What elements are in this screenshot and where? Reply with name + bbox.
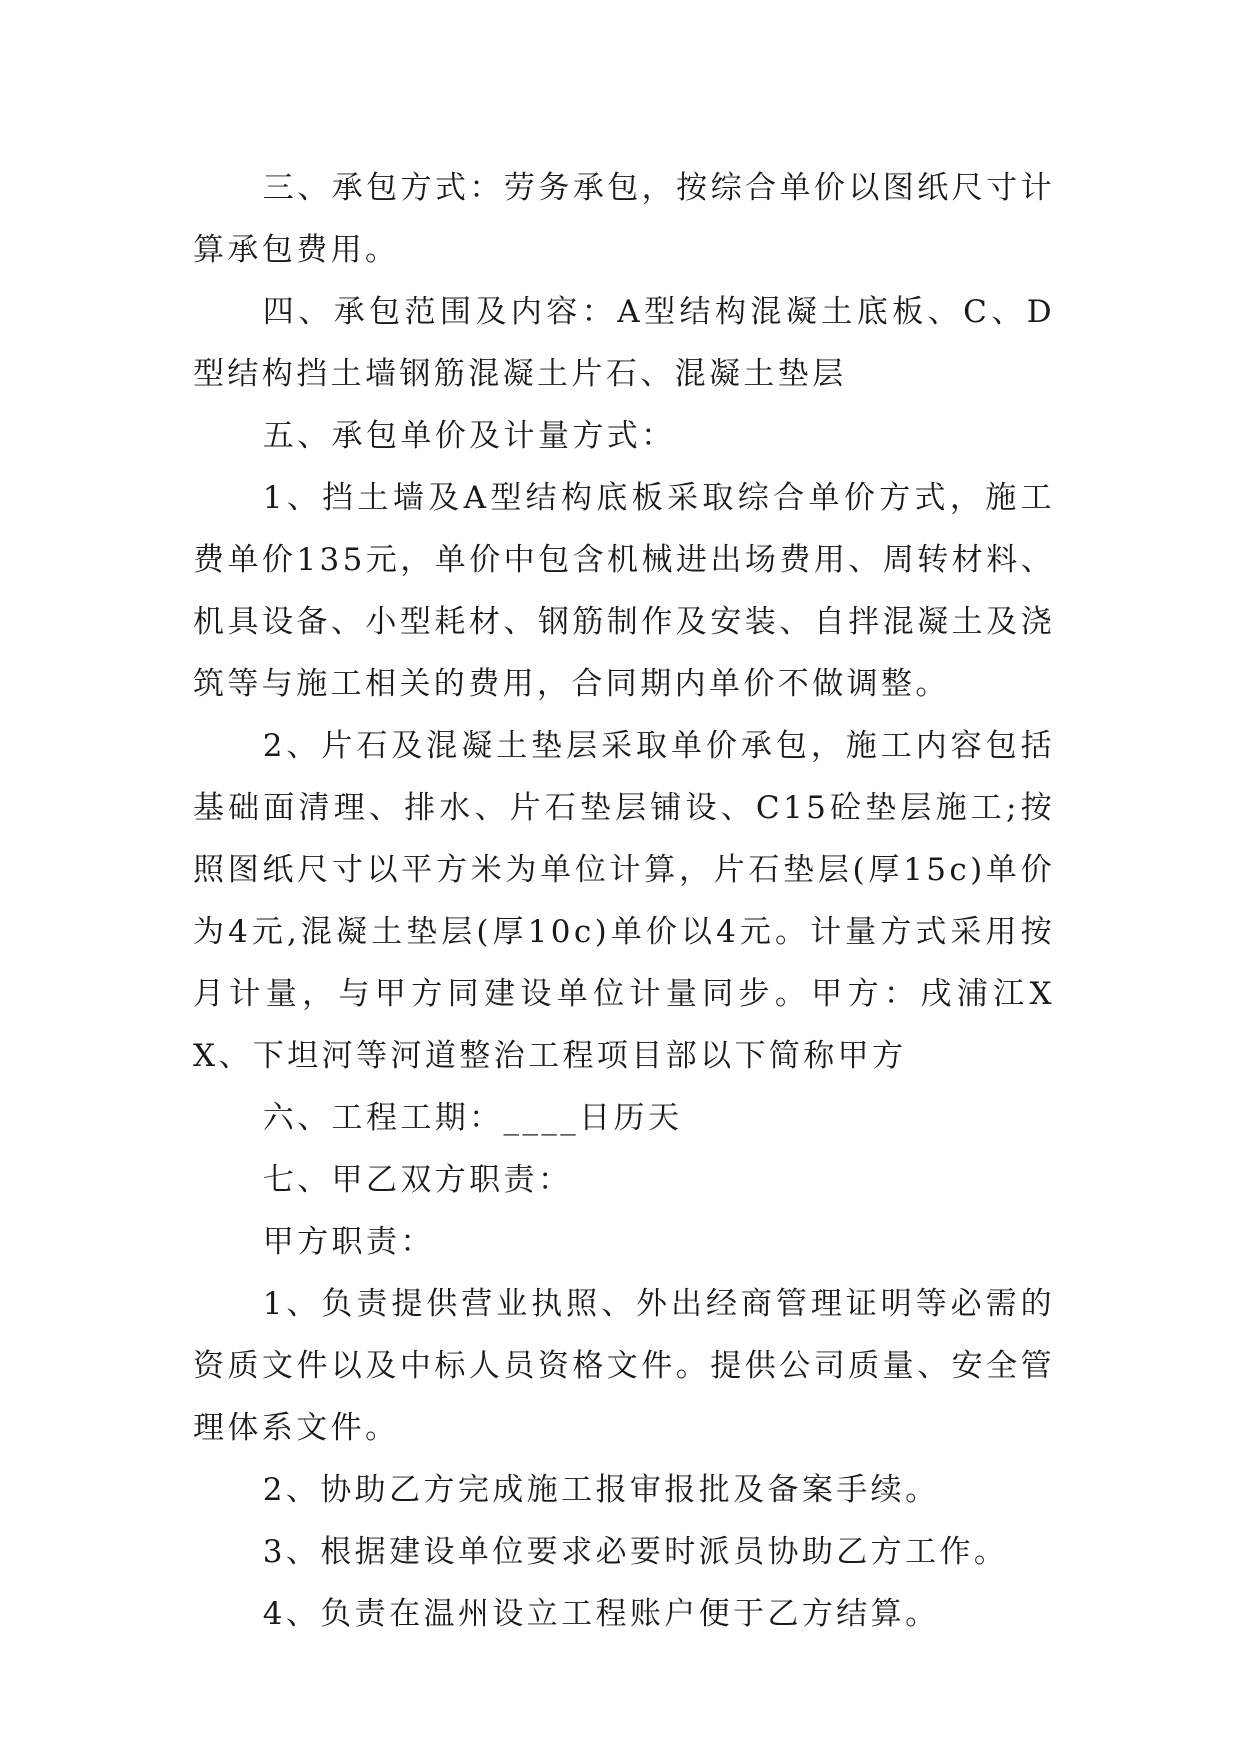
- paragraph-party-a-item-3: 3、根据建设单位要求必要时派员协助乙方工作。: [262, 1534, 1009, 1570]
- paragraph-contract-scope: 四、承包范围及内容：A型结构混凝土底板、C、D型结构挡土墙钢筋混凝土片石、混凝土垫层: [193, 294, 1055, 392]
- paragraph-construction-period: 六、工程工期：____日历天: [262, 1100, 683, 1136]
- paragraph-responsibilities-heading: 七、甲乙双方职责：: [262, 1162, 573, 1198]
- paragraph-pricing-item-1: 1、挡土墙及A型结构底板采取综合单价方式，施工费单价135元，单价中包含机械进出场费用、周转材料、机具设备、小型耗材、钢筋制作及安装、自拌混凝土及浇筑等与施工相关的费用，合同期内单价不做调整。: [193, 480, 1055, 702]
- paragraph-party-a-item-1: 1、负责提供营业执照、外出经商管理证明等必需的资质文件以及中标人员资格文件。提供公司质量、安全管理体系文件。: [193, 1286, 1055, 1446]
- paragraph-pricing-heading: 五、承包单价及计量方式：: [262, 418, 676, 454]
- document-body: [193, 157, 1055, 1645]
- paragraph-party-a-heading: 甲方职责：: [262, 1224, 435, 1260]
- paragraph-party-a-item-2: 2、协助乙方完成施工报审报批及备案手续。: [262, 1472, 940, 1508]
- paragraph-party-a-item-4: 4、负责在温州设立工程账户便于乙方结算。: [262, 1596, 940, 1632]
- paragraph-contract-method: 三、承包方式：劳务承包，按综合单价以图纸尺寸计算承包费用。: [193, 170, 1055, 268]
- paragraph-pricing-item-2: 2、片石及混凝土垫层采取单价承包，施工内容包括基础面清理、排水、片石垫层铺设、C15砼垫层施工;按照图纸尺寸以平方米为单位计算，片石垫层(厚15c)单价为4元,混凝土垫层(厚10c)单价以4元。计量方式采用按月计量，与甲方同建设单位计量同步。甲方：戌浦江XX、下坦河等河道整治工程项目部以下简称甲方: [193, 728, 1055, 1074]
